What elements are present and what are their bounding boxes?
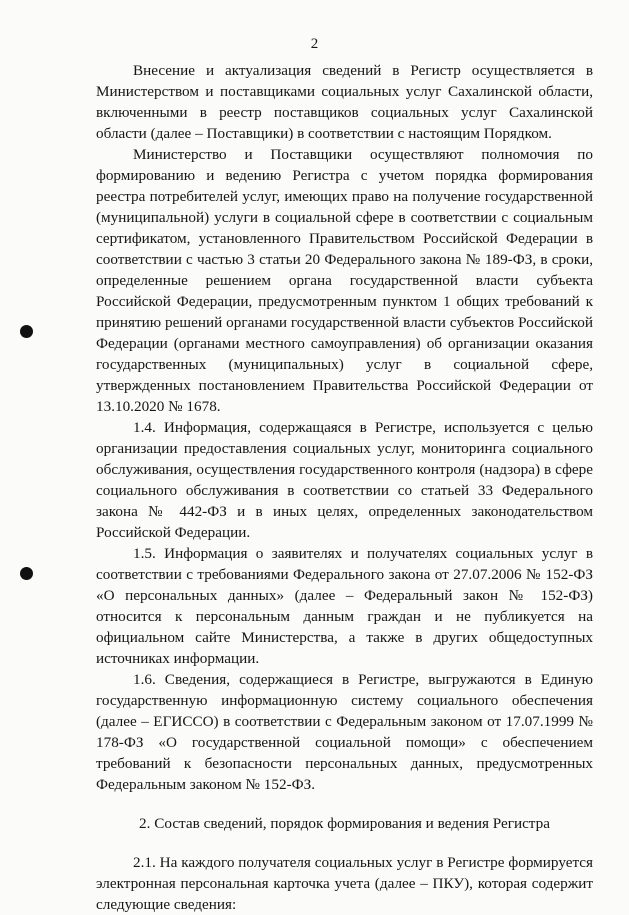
page-number: 2 [310,36,319,52]
paragraph-1-6: 1.6. Сведения, содержащиеся в Регистре, выгружаются в Единую государственную информационную систему социального обеспечения (далее – ЕГИССО) в соответствии с Федеральным законом от 17.07.1999 № 178-ФЗ «О государственной социальной помощи» с обеспечением требований к безопасности персональных данных, предусмотренных Федеральным законом № 152-ФЗ. [96,671,593,793]
paragraph-powers: Министерство и Поставщики осуществляют полномочия по формированию и ведению Регистра с учетом порядка формирования реестра потребителей услуг, имеющих право на получение государственной (муниципальной) услуги в социальной сфере в соответствии с социальным сертификатом, установленного Правительством Российской Федерации в соответствии с частью 3 статьи 20 Федерального закона № 189-ФЗ, в сроки, определенные решением органа государственной власти субъекта Российской Федерации, предусмотренным пунктом 1 общих требований к принятию решений органами государственной власти субъектов Российской Федерации (органами местного самоуправления) об организации оказания государственных (муниципальных) услуг в социальной сфере, утвержденных постановлением Правительства Российской Федерации от 13.10.2020 № 1678. [96,146,593,415]
document-body [96,60,593,915]
paragraph-1-4: 1.4. Информация, содержащаяся в Регистре, используется с целью организации предоставления социальных услуг, мониторинга социального обслуживания, осуществления государственного контроля (надзора) в сфере социального обслуживания в соответствии со статьей 33 Федерального закона № 442-ФЗ и в иных целях, определенных законодательством Российской Федерации. [96,419,593,541]
paragraph-register-updating: Внесение и актуализация сведений в Регистр осуществляется в Министерством и поставщиками социальных услуг Сахалинской области, включенными в реестр поставщиков социальных услуг Сахалинской области (далее – Поставщики) в соответствии с настоящим Порядком. [96,62,593,142]
paragraph-2-1: 2.1. На каждого получателя социальных услуг в Регистре формируется электронная персональная карточка учета (далее – ПКУ), которая содержит следующие сведения: [96,854,593,913]
punch-hole-bottom [20,567,33,580]
section-heading: 2. Состав сведений, порядок формирования и ведения Регистра [139,815,550,832]
punch-hole-top [20,325,33,338]
paragraph-1-5: 1.5. Информация о заявителях и получателях социальных услуг в соответствии с требованиями Федерального закона от 27.07.2006 № 152-ФЗ «О персональных данных» (далее – Федеральный закон № 152-ФЗ) относится к персональным данным граждан и не публикуется на официальном сайте Министерства, а также в других общедоступных источниках информации. [96,545,593,667]
